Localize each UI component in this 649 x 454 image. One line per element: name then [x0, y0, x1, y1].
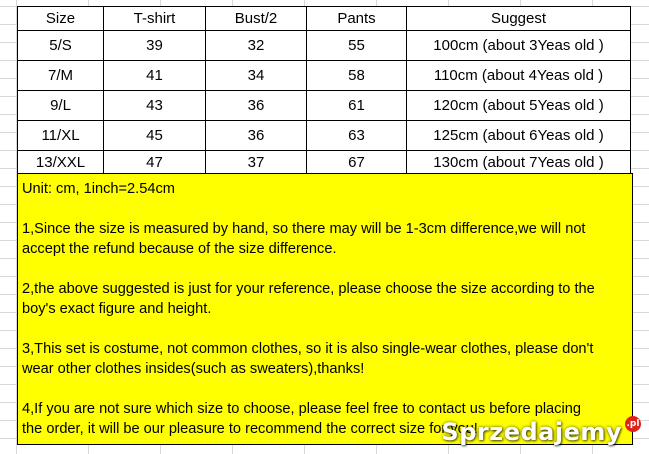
cell-pants: 63: [307, 121, 407, 151]
header-size: Size: [18, 7, 104, 31]
cell-suggest: 130cm (about 7Yeas old ): [407, 151, 631, 175]
cell-size: 7/M: [18, 61, 104, 91]
cell-size: 11/XL: [18, 121, 104, 151]
cell-size: 5/S: [18, 31, 104, 61]
note-point-2: 2,the above suggested is just for your reference, please choose the size according to the boy's exact figure and height.: [22, 281, 595, 317]
cell-suggest: 125cm (about 6Yeas old ): [407, 121, 631, 151]
cell-pants: 58: [307, 61, 407, 91]
cell-suggest: 100cm (about 3Yeas old ): [407, 31, 631, 61]
cell-bust: 36: [206, 91, 307, 121]
cell-suggest: 120cm (about 5Yeas old ): [407, 91, 631, 121]
watermark-tld-badge: .pl: [625, 416, 641, 432]
header-tshirt: T-shirt: [104, 7, 206, 31]
cell-bust: 32: [206, 31, 307, 61]
cell-pants: 67: [307, 151, 407, 175]
header-bust: Bust/2: [206, 7, 307, 31]
cell-size: 13/XXL: [18, 151, 104, 175]
cell-bust: 34: [206, 61, 307, 91]
cell-tshirt: 45: [104, 121, 206, 151]
table-row: [18, 121, 631, 151]
table-row: [18, 91, 631, 121]
cell-tshirt: 39: [104, 31, 206, 61]
cell-tshirt: 47: [104, 151, 206, 175]
note-point-1: 1,Since the size is measured by hand, so there may will be 1-3cm difference,we will not accept the refund because of the size difference.: [22, 221, 586, 257]
cell-size: 9/L: [18, 91, 104, 121]
table-row: [18, 31, 631, 61]
cell-pants: 55: [307, 31, 407, 61]
note-point-3: 3,This set is costume, not common clothes, so it is also single-wear clothes, please don't wear other clothes insides(such as sweaters),thanks!: [22, 341, 594, 377]
watermark-brand: Sprzedajemy: [441, 418, 622, 446]
size-notes-box: [17, 173, 633, 445]
cell-tshirt: 43: [104, 91, 206, 121]
note-point-4: 4,If you are not sure which size to choose, please feel free to contact us before placing the order, it will be our pleasure to recommend the correct size for you!: [22, 401, 581, 437]
header-suggest: Suggest: [407, 7, 631, 31]
cell-pants: 61: [307, 91, 407, 121]
table-header-row: [18, 7, 631, 31]
cell-bust: 36: [206, 121, 307, 151]
sprzedajemy-watermark-logo: [441, 418, 641, 446]
cell-suggest: 110cm (about 4Yeas old ): [407, 61, 631, 91]
header-pants: Pants: [307, 7, 407, 31]
table-row: [18, 61, 631, 91]
unit-note: Unit: cm, 1inch=2.54cm: [22, 181, 175, 197]
table-row: [18, 151, 631, 175]
cell-bust: 37: [206, 151, 307, 175]
cell-tshirt: 41: [104, 61, 206, 91]
size-chart-table: [17, 6, 631, 175]
